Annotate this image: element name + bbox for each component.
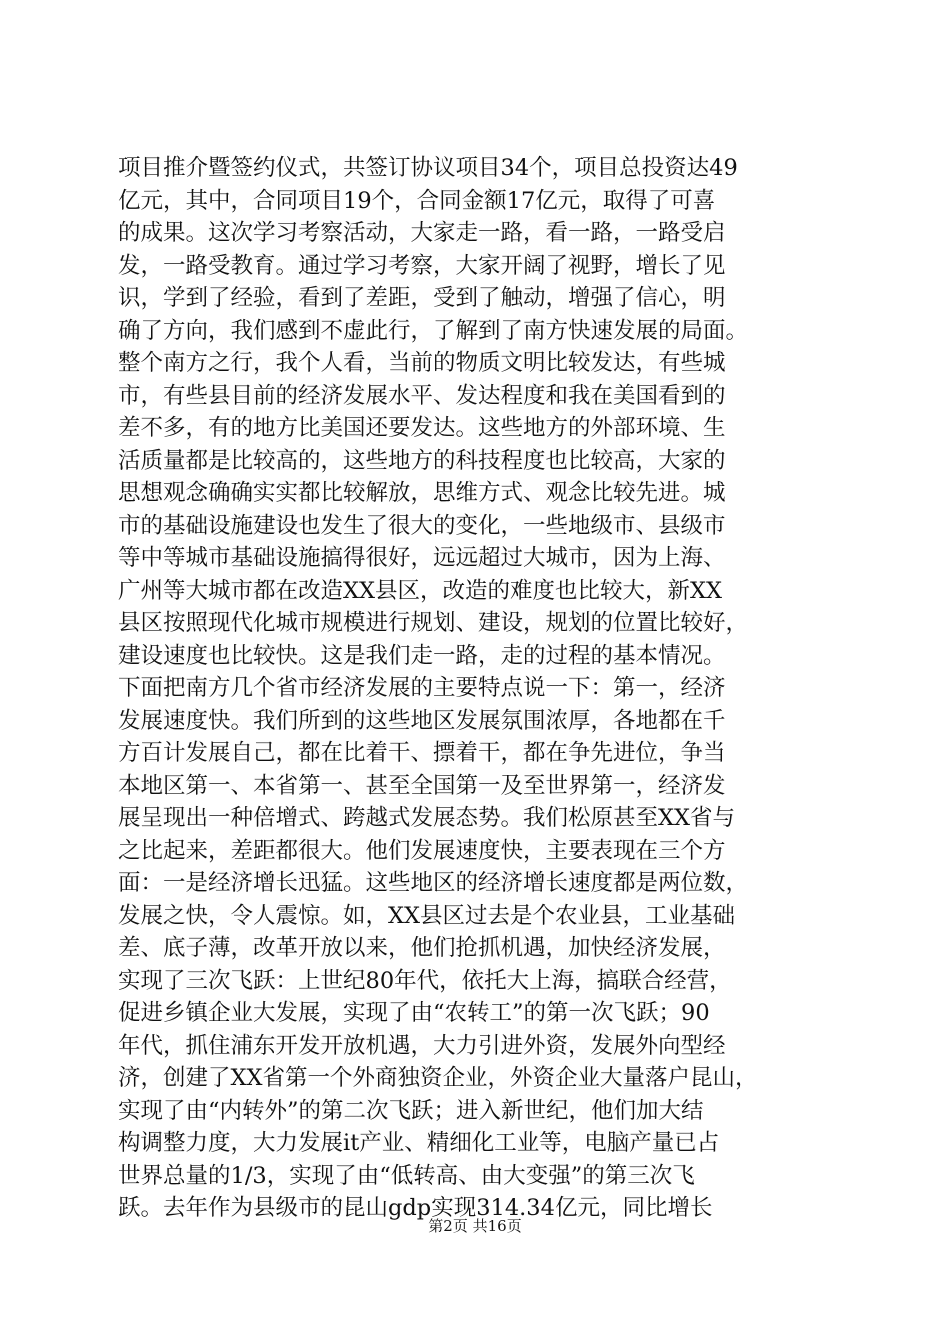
- text-line: 面：一是经济增长迅猛。这些地区的经济增长速度都是两位数，: [118, 870, 749, 896]
- page-footer: 第2页 共16页: [428, 1217, 522, 1235]
- text-line: 实现了三次飞跃：上世纪80年代，依托大上海，搞联合经营，: [118, 967, 732, 994]
- text-line: 识，学到了经验，看到了差距，受到了触动，增强了信心，明: [118, 285, 726, 311]
- text-line: 项目推介暨签约仪式，共签订协议项目34个，项目总投资达49: [118, 155, 738, 181]
- text-line: 发展之快，令人震惊。如，XX县区过去是个农业县，工业基础: [118, 902, 736, 929]
- text-line: 发展速度快。我们所到的这些地区发展氛围浓厚，各地都在千: [118, 707, 726, 734]
- text-line: 跃。去年作为县级市的昆山gdp实现314.34亿元，同比增长: [118, 1195, 713, 1221]
- text-line: 济，创建了XX省第一个外商独资企业，外资企业大量落户昆山，: [118, 1065, 758, 1091]
- text-line: 构调整力度，大力发展it产业、精细化工业等，电脑产量已占: [118, 1130, 720, 1156]
- text-line: 差、底子薄，改革开放以来，他们抢抓机遇，加快经济发展，: [118, 935, 726, 961]
- text-line: 确了方向，我们感到不虚此行，了解到了南方快速发展的局面。: [118, 317, 749, 344]
- text-line: 县区按照现代化城市规模进行规划、建设，规划的位置比较好，: [118, 610, 749, 636]
- text-line: 实现了由“内转外”的第二次飞跃；进入新世纪，他们加大结: [118, 1097, 704, 1124]
- text-line: 本地区第一、本省第一、甚至全国第一及至世界第一，经济发: [118, 772, 726, 799]
- text-line: 世界总量的1/3，实现了由“低转高、由大变强”的第三次飞: [118, 1162, 695, 1189]
- body-text: [118, 152, 838, 1225]
- text-line: 建设速度也比较快。这是我们走一路，走的过程的基本情况。: [118, 642, 726, 669]
- text-line: 发，一路受教育。通过学习考察，大家开阔了视野，增长了见: [118, 252, 726, 279]
- text-line: 下面把南方几个省市经济发展的主要特点说一下：第一，经济: [118, 675, 726, 701]
- text-line: 思想观念确确实实都比较解放，思维方式、观念比较先进。城: [118, 480, 726, 506]
- text-line: 亿元，其中，合同项目19个，合同金额17亿元，取得了可喜: [118, 187, 716, 214]
- text-line: 促进乡镇企业大发展，实现了由“农转工”的第一次飞跃；90: [118, 1000, 710, 1026]
- text-line: 等中等城市基础设施搞得很好，远远超过大城市，因为上海、: [118, 545, 726, 571]
- text-line: 市，有些县目前的经济发展水平、发达程度和我在美国看到的: [118, 382, 726, 409]
- text-line: 年代，抓住浦东开发开放机遇，大力引进外资，发展外向型经: [118, 1032, 726, 1059]
- text-line: 差不多，有的地方比美国还要发达。这些地方的外部环境、生: [118, 415, 726, 441]
- text-line: 之比起来，差距都很大。他们发展速度快，主要表现在三个方: [118, 837, 726, 864]
- text-line: 整个南方之行，我个人看，当前的物质文明比较发达，有些城: [118, 350, 726, 376]
- text-line: 市的基础设施建设也发生了很大的变化，一些地级市、县级市: [118, 512, 726, 539]
- text-line: 广州等大城市都在改造XX县区，改造的难度也比较大，新XX: [118, 577, 723, 604]
- text-line: 展呈现出一种倍增式、跨越式发展态势。我们松原甚至XX省与: [118, 805, 736, 831]
- text-line: 的成果。这次学习考察活动，大家走一路，看一路，一路受启: [118, 220, 726, 246]
- text-line: 活质量都是比较高的，这些地方的科技程度也比较高，大家的: [118, 447, 726, 474]
- text-line: 方百计发展自己，都在比着干、摽着干，都在争先进位，争当: [118, 740, 726, 766]
